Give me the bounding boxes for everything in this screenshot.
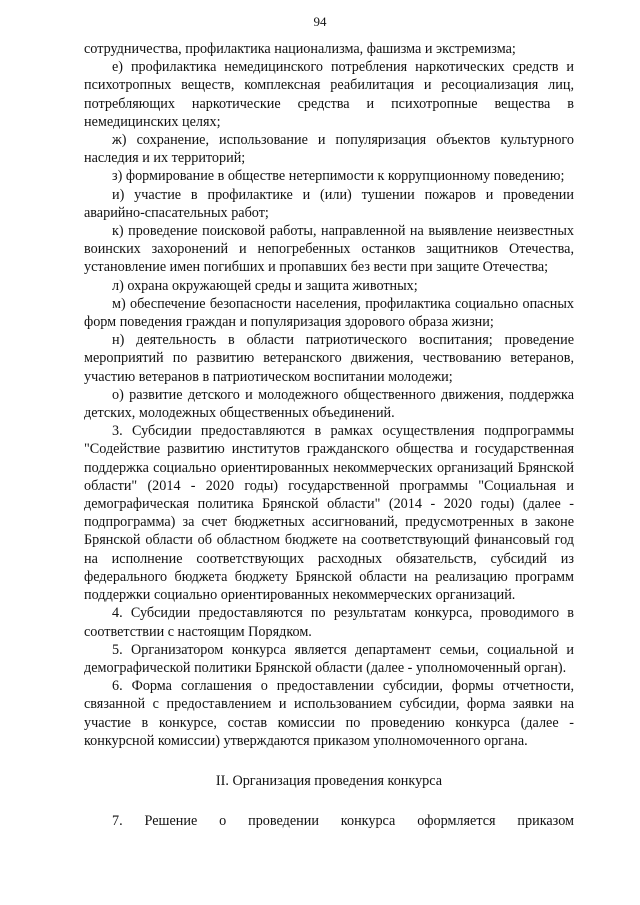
paragraph-item-z: з) формирование в обществе нетерпимости к коррупционному поведению;: [112, 168, 565, 185]
page-number: 94: [313, 14, 327, 29]
document-body: [84, 40, 574, 830]
paragraph-item-i: и) участие в профилактике и (или) тушении пожаров и проведении аварийно-спасательных работ;: [84, 186, 574, 221]
paragraph-item-o: о) развитие детского и молодежного общественного движения, поддержка детских, молодежных общественных объединений.: [84, 386, 574, 422]
paragraph-continuation: сотрудничества, профилактика национализма, фашизма и экстремизма;: [84, 41, 516, 57]
paragraph-clause-5: 5. Организатором конкурса является департамент семьи, социальной и демографической политики Брянской области (далее - уполномоченный орган).: [84, 641, 574, 676]
paragraph-clause-3: 3. Субсидии предоставляются в рамках осуществления подпрограммы "Содействие развитию институтов гражданского общества и государственная поддержка социально ориентированных некоммерческих организаций Брянской области" (2014 - 2020 годы) государственной программы "Социальная и демографическая политика Брянской области" (2014 - 2020 годы) (далее - подпрограмма) за счет бюджетных ассигнований, предусмотренных в законе Брянской области об областном бюджете на соответствующий финансовый год на исполнение соответствующих расходных обязательств, субсидий из федерального бюджета бюджету Брянской области на реализацию программ поддержки социально ориентированных некоммерческих организаций.: [84, 423, 574, 604]
paragraph-clause-7: 7. Решение о проведении конкурса оформляется приказом: [112, 813, 574, 830]
paragraph-item-zh: ж) сохранение, использование и популяризация объектов культурного наследия и их территорий;: [84, 132, 574, 167]
paragraph-item-m: м) обеспечение безопасности населения, профилактика социально опасных форм поведения граждан и популяризация здорового образа жизни;: [84, 295, 574, 331]
paragraph-clause-6: 6. Форма соглашения о предоставлении субсидии, формы отчетности, связанной с предоставлением и использованием субсидии, форма заявки на участие в конкурсе, состав комиссии по проведению конкурса (далее - конкурсной комиссии) утверждаются приказом уполномоченного органа.: [84, 678, 574, 749]
paragraph-item-k: к) проведение поисковой работы, направленной на выявление неизвестных воинских захоронений и непогребенных останков защитников Отечества, установление имен погибших и пропавших без вести при защите Отечества;: [84, 223, 574, 276]
paragraph-item-e: е) профилактика немедицинского потребления наркотических средств и психотропных веществ, комплексная реабилитация и ресоциализация лиц, потребляющих наркотические средства и психотропные вещества в немедицинских целях;: [84, 59, 574, 130]
paragraph-item-l: л) охрана окружающей среды и защита животных;: [112, 277, 418, 294]
section-heading: II. Организация проведения конкурса: [215, 772, 443, 789]
paragraph-clause-4: 4. Субсидии предоставляются по результатам конкурса, проводимого в соответствии с настоящим Порядком.: [84, 605, 574, 640]
paragraph-item-n: н) деятельность в области патриотического воспитания; проведение мероприятий по развитию ветеранского движения, чествованию ветеранов, участию ветеранов в патриотическом воспитании молодежи;: [84, 332, 574, 385]
